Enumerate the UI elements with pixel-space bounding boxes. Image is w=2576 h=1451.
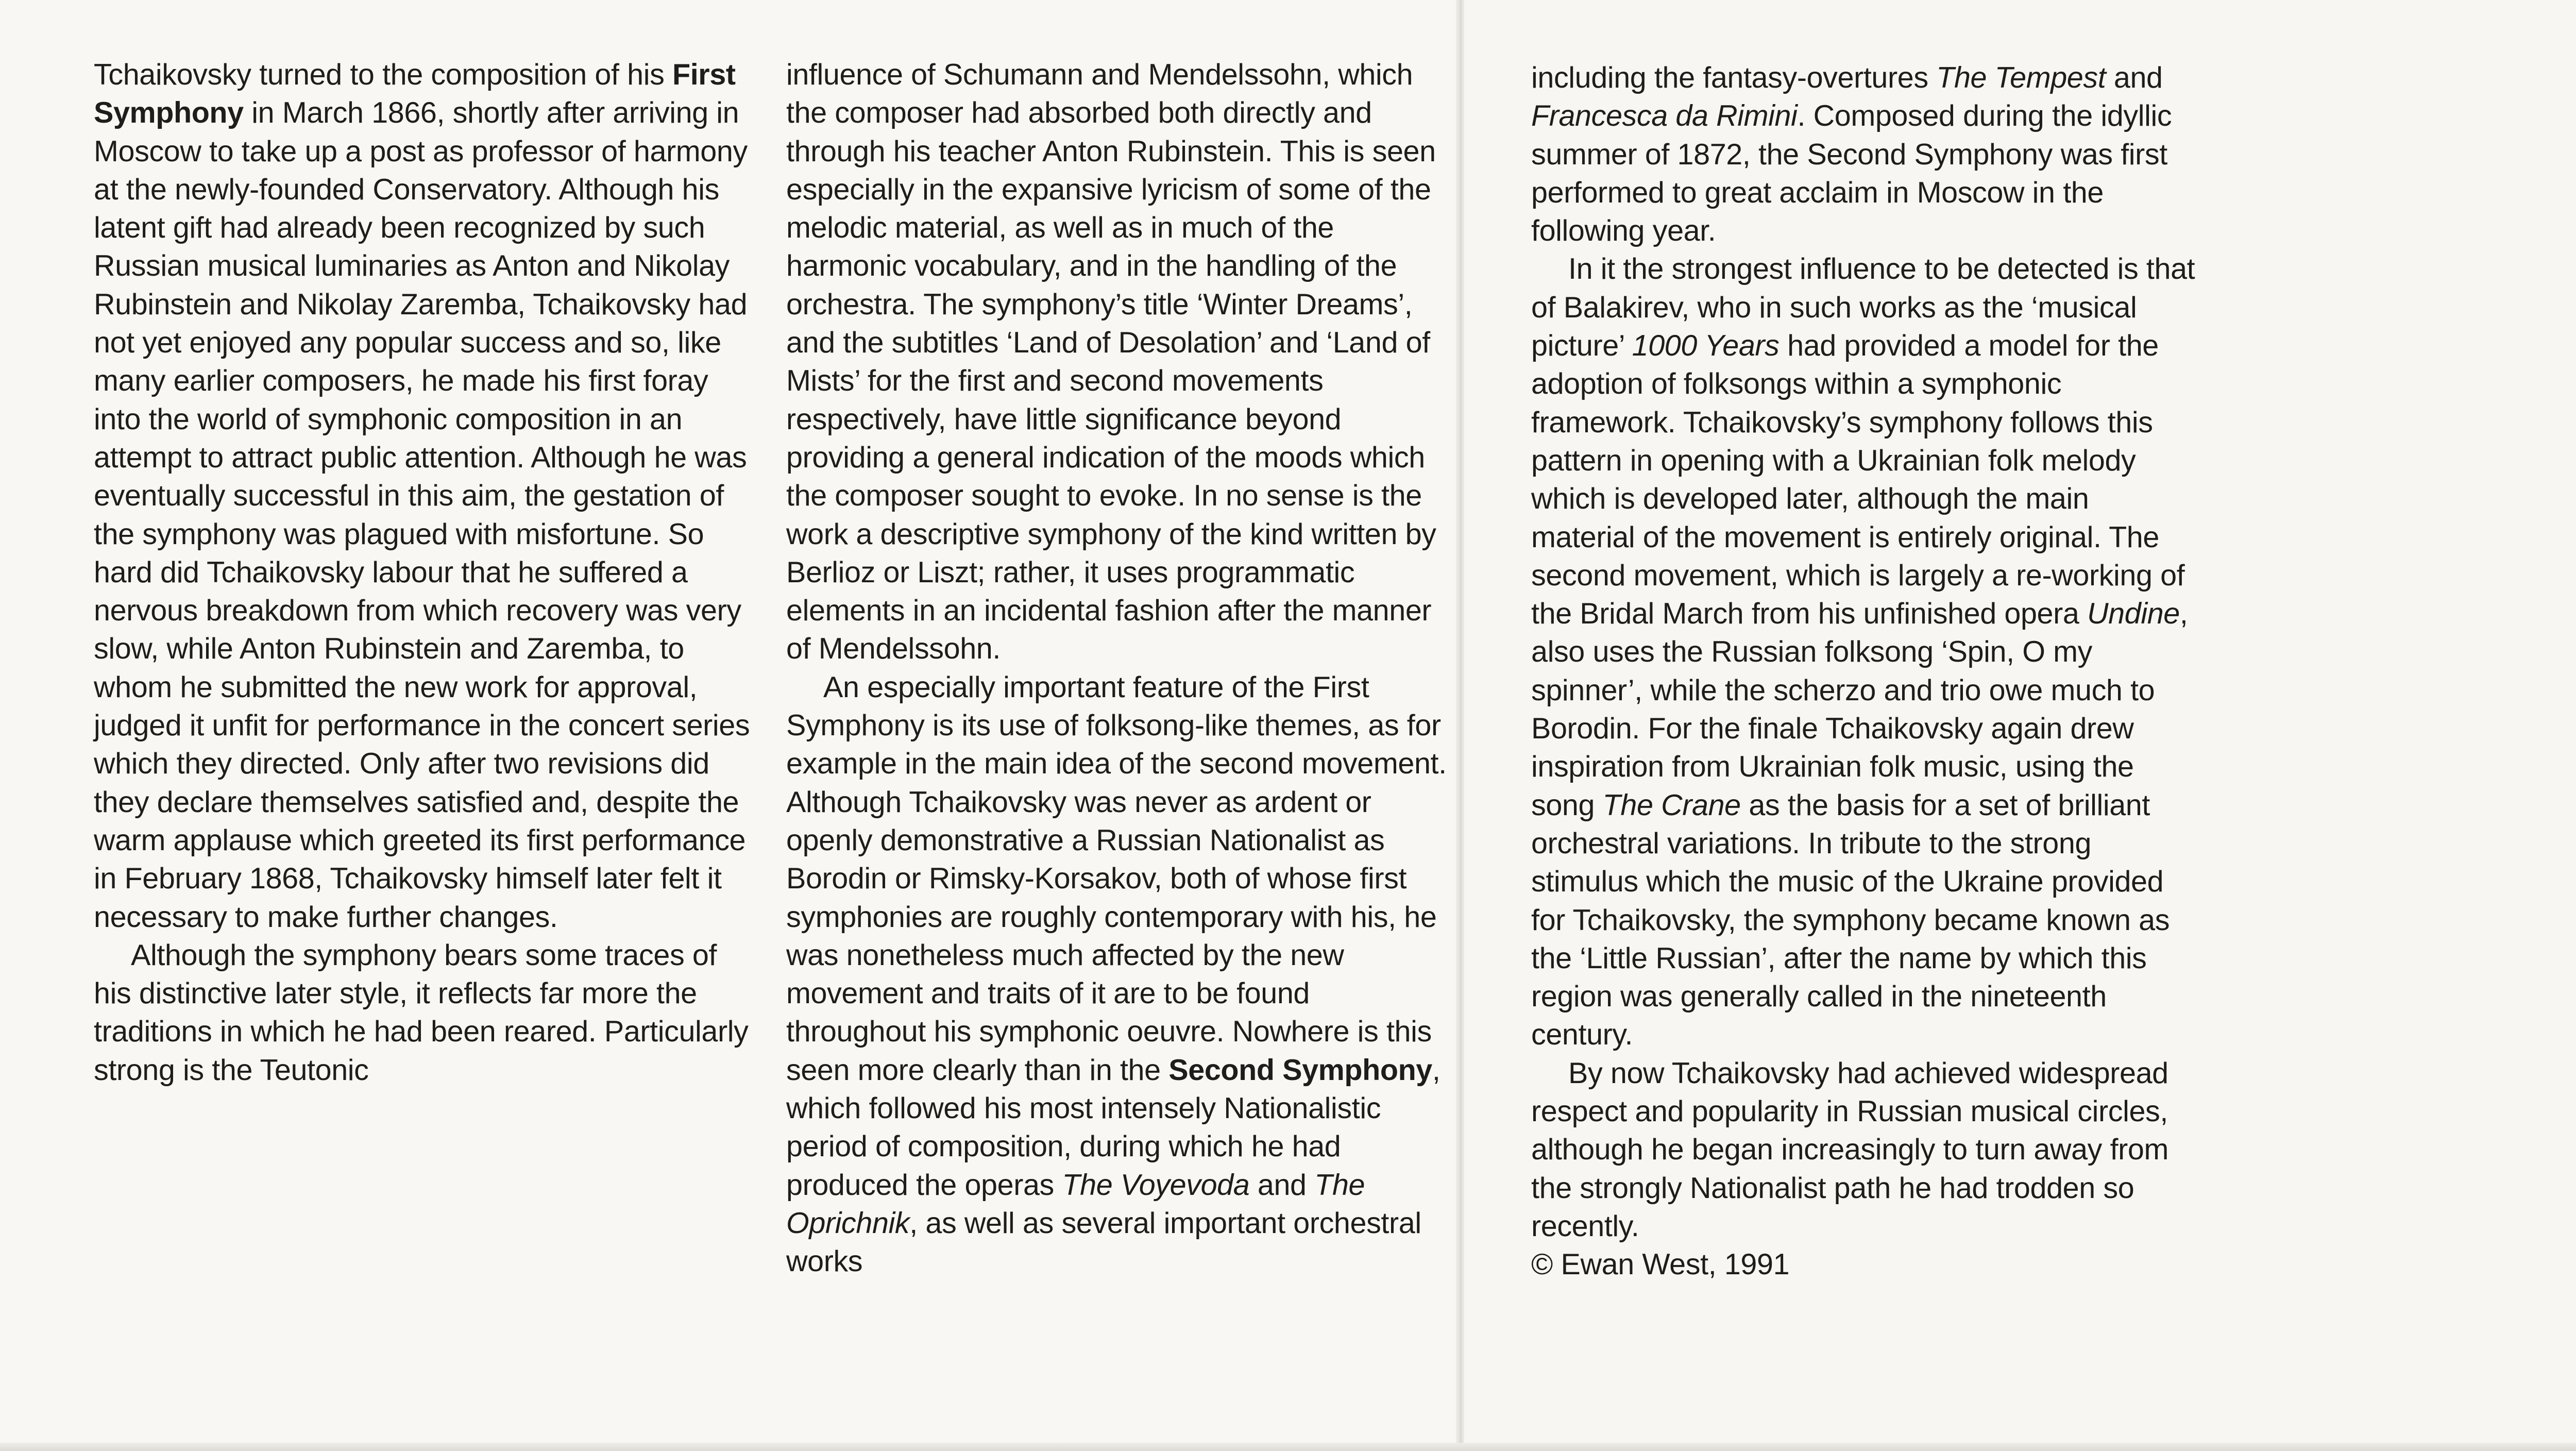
page-gutter [1456,0,1464,1451]
text-column-1 [94,56,758,1089]
page-bottom-edge [0,1443,2576,1451]
text-run: as the basis for a set of brilliant orchestral variations. In tribute to the strong stimulus which the music of the Ukraine provided for Tchaikovsky, the symphony became known as the ‘Little Russian’, after the name by which this region was generally called in the nineteenth century. [1531,788,2170,1052]
italic-title-francesca: Francesca da Rimini [1531,99,1798,133]
copyright-line: © Ewan West, 1991 [1531,1248,1790,1281]
text-run: , as well as several important orchestral works [786,1206,1421,1278]
text-run: including the fantasy-overtures [1531,61,1937,94]
paragraph-popularity: By now Tchaikovsky had achieved widespread respect and popularity in Russian musical circles, although he began increasingly to turn away from the strongly Nationalist path he had trodden so recently. [1531,1056,2168,1243]
text-run: and [2106,61,2163,94]
paragraph-balakirev [1531,250,2196,1054]
text-column-3 [1531,59,2196,1284]
text-run: . Composed during the idyllic summer of 1872, the Second Symphony was first performed to great acclaim in Moscow in the following year. [1531,99,2172,248]
text-run: and [1249,1168,1315,1202]
italic-title-tempest: The Tempest [1936,61,2106,94]
italic-title-voyevoda: The Voyevoda [1062,1168,1250,1202]
text-run: , also uses the Russian folksong ‘Spin, O my spinner’, while the scherzo and trio owe much to Borodin. For the finale Tchaikovsky again drew inspiration from Ukrainian folk music, using the song [1531,597,2188,822]
text-column-2 [786,56,1451,1281]
text-run: In it the strongest influence to be detected is that of Balakirev, who in such works as the ‘musical picture’ [1531,252,2195,363]
bold-title-second-symphony: Second Symphony [1168,1053,1432,1087]
text-run: An especially important feature of the First Symphony is its use of folksong-like themes, as for example in the main idea of the second movement. Although Tchaikovsky was never as ardent or openly demonstrative a Russian Nationalist as Borodin or Rimsky-Korsakov, both of whose first symphonies are roughly contemporary with his, he was nonetheless much affected by the new movement and traits of it are to be found throughout his symphonic oeuvre. Nowhere is this seen more clearly than in the [786,670,1447,1087]
paragraph-influence: influence of Schumann and Mendelssohn, which the composer had absorbed both directly and through his teacher Anton Rubinstein. This is seen especially in the expansive lyricism of some of the melodic material, as well as in much of the harmonic vocabulary, and in the handling of the orchestra. The symphony’s title ‘Winter Dreams’, and the subtitles ‘Land of Desolation’ and ‘Land of Mists’ for the first and second movements respectively, have little significance beyond providing a general indication of the moods which the composer sought to evoke. In no sense is the work a descriptive symphony of the kind written by Berlioz or Liszt; rather, it uses programmatic elements in an incidental fashion after the manner of Mendelssohn. [786,58,1436,666]
italic-title-undine: Undine [2087,597,2180,631]
italic-title-crane: The Crane [1602,788,1741,822]
text-run: had provided a model for the adoption of folksongs within a symphonic framework. Tchaikovsky’s symphony follows this pattern in opening with a Ukrainian folk melody which is developed later, although the main material of the movement is entirely original. The second movement, which is largely a re-working of the Bridal March from his unfinished opera [1531,329,2185,631]
text-run: in March 1866, shortly after arriving in Moscow to take up a post as professor of harmony at the newly-founded Conservatory. Although his latent gift had already been recognized by such Russian musical luminaries as Anton and Nikolay Rubinstein and Nikolay Zaremba, Tchaikovsky had not yet enjoyed any popular success and so, like many earlier composers, he made his first foray into the world of symphonic composition in an attempt to attract public attention. Although he was eventually successful in this aim, the gestation of the symphony was plagued with misfortune. So hard did Tchaikovsky labour that he suffered a nervous breakdown from which recovery was very slow, while Anton Rubinstein and Zaremba, to whom he submitted the new work for approval, judged it unfit for performance in the concert series which they directed. Only after two revisions did they declare themselves satisfied and, despite the warm applause which greeted its first performance in February 1868, Tchaikovsky himself later felt it necessary to make further changes. [94,96,750,934]
paragraph-first-symphony [94,56,758,936]
paragraph-folksong [786,668,1451,1281]
italic-title-1000-years: 1000 Years [1632,329,1780,363]
bold-title-first-symphony: First Symphony [94,58,736,130]
paragraph-overtures [1531,59,2196,250]
paragraph-traditions: Although the symphony bears some traces of his distinctive later style, it reflects far more the traditions in which he had been reared. Particularly strong is the Teutonic [94,938,749,1087]
text-run: Tchaikovsky turned to the composition of his [94,58,672,91]
italic-title-oprichnik: The Oprichnik [786,1168,1365,1240]
text-run: , which followed his most intensely Nationalistic period of composition, during which he had produced the operas [786,1053,1440,1202]
